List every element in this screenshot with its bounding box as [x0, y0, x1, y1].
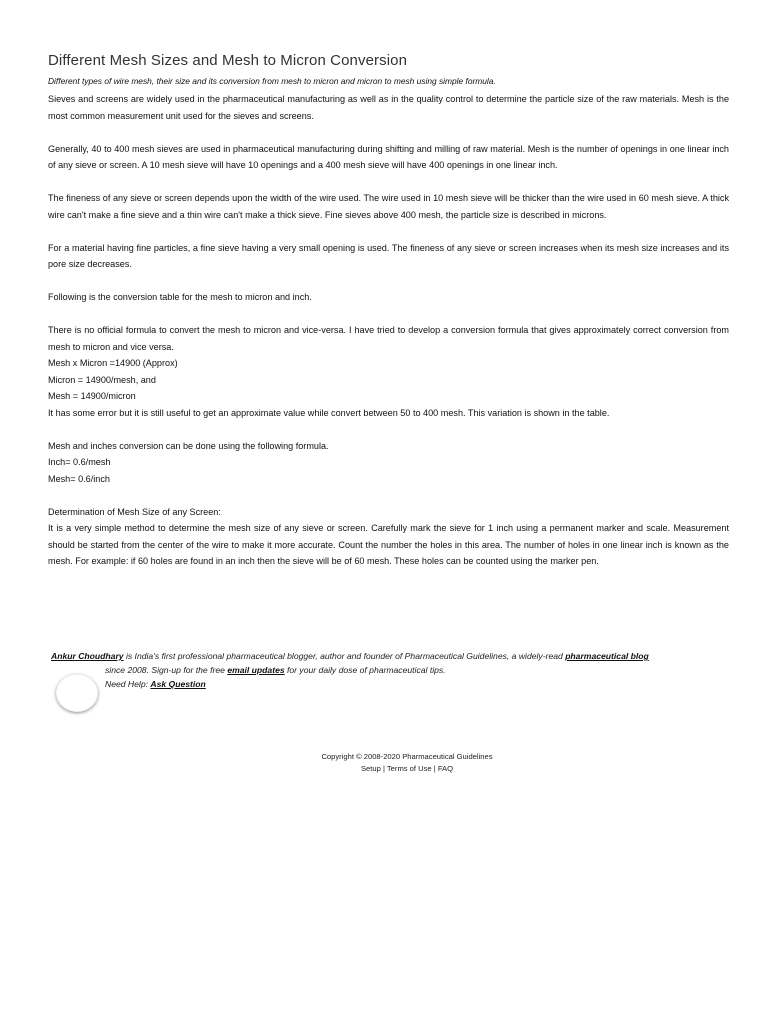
- formula-micron: Micron = 14900/mesh, and: [48, 374, 156, 385]
- footer: [0, 751, 768, 775]
- ask-question-link[interactable]: Ask Question: [150, 679, 206, 689]
- paragraph-formula-intro: There is no official formula to convert the mesh to micron and vice-versa. I have tried to develop a conversion formula that gives approximately correct conversion from mesh to micron and vice versa.: [48, 325, 729, 352]
- article-subtitle: Different types of wire mesh, their size and its conversion from mesh to micron and micron to mesh using simple formula.: [48, 76, 496, 86]
- signup-suffix: for your daily dose of pharmaceutical tips.: [284, 665, 446, 675]
- paragraph-fineness: The fineness of any sieve or screen depends upon the width of the wire used. The wire used in 10 mesh sieve will be thicker than the wire used in 60 mesh sieve. A thick wire can't make a fine sieve and a thin wire can't make a thick sieve. Fine sieves above 400 mesh, the particle size is described in microns.: [48, 193, 729, 220]
- paragraph-mesh-definition: Generally, 40 to 400 mesh sieves are used in pharmaceutical manufacturing during shifting and milling of raw material. Mesh is the number of openings in one linear inch of any sieve or screen. A 10 mesh sieve will have 10 openings and a 400 mesh sieve will have 400 openings in one linear inch.: [48, 143, 729, 170]
- paragraph-inch-intro: Mesh and inches conversion can be done using the following formula.: [48, 440, 329, 451]
- footer-link-setup[interactable]: Setup: [360, 764, 381, 773]
- author-signup-line: [105, 664, 446, 677]
- help-label: Need Help:: [105, 679, 151, 689]
- footer-links: [0, 763, 768, 775]
- author-bio-text: is India's first professional pharmaceutical blogger, author and founder of Pharmaceutical Guidelines, a widely-read: [123, 651, 566, 661]
- author-bio-line: [51, 650, 649, 663]
- formula-mesh: Mesh = 14900/micron: [48, 391, 136, 401]
- help-line: [105, 678, 206, 691]
- copyright-text: Copyright © 2008-2020 Pharmaceutical Guidelines: [321, 752, 493, 761]
- signup-text: since 2008. Sign-up for the free: [105, 665, 228, 675]
- section-heading: Determination of Mesh Size of any Screen:: [48, 506, 221, 517]
- paragraph-table-intro: Following is the conversion table for the mesh to micron and inch.: [48, 292, 312, 302]
- footer-separator: |: [380, 764, 387, 773]
- formula-mesh-micron: Mesh x Micron =14900 (Approx): [48, 358, 178, 368]
- blog-link[interactable]: pharmaceutical blog: [565, 651, 649, 661]
- paragraph-intro: Sieves and screens are widely used in the pharmaceutical manufacturing as well as in the quality control to determine the particle size of the raw materials. Mesh is the most common measurement unit used for the sieves and screens.: [48, 94, 729, 121]
- article-title: Different Mesh Sizes and Mesh to Micron Conversion: [48, 52, 408, 69]
- article-body: [48, 91, 729, 586]
- paragraph-fine-particles: For a material having fine particles, a fine sieve having a very small opening is used. The fineness of any sieve or screen increases when its mesh size increases and its pore size decreases.: [48, 242, 729, 269]
- paragraph-error-note: It has some error but it is still useful to get an approximate value while convert between 50 to 400 mesh. This variation is shown in the table.: [48, 407, 610, 418]
- footer-separator: |: [431, 764, 438, 773]
- spacer: [48, 487, 729, 504]
- formula-mesh-inch: Mesh= 0.6/inch: [48, 473, 110, 484]
- avatar: [56, 674, 98, 712]
- author-name-link[interactable]: Ankur Choudhary: [51, 651, 124, 661]
- formula-inch: Inch= 0.6/mesh: [48, 457, 111, 467]
- footer-link-terms[interactable]: Terms of Use: [386, 764, 432, 773]
- paragraph-determination: It is a very simple method to determine the mesh size of any sieve or screen. Carefully mark the sieve for 1 inch using a permanent marker and scale. Measurement should be started from the center of the wire to make it more accurate. Count the number the holes in this area. The number of holes in one linear inch is known as the mesh. For example: if 60 holes are found in an inch then the sieve will be of 60 mesh. These holes can be counted using the marker pen.: [48, 523, 729, 566]
- footer-link-faq[interactable]: FAQ: [437, 764, 454, 773]
- email-updates-link[interactable]: email updates: [227, 665, 285, 675]
